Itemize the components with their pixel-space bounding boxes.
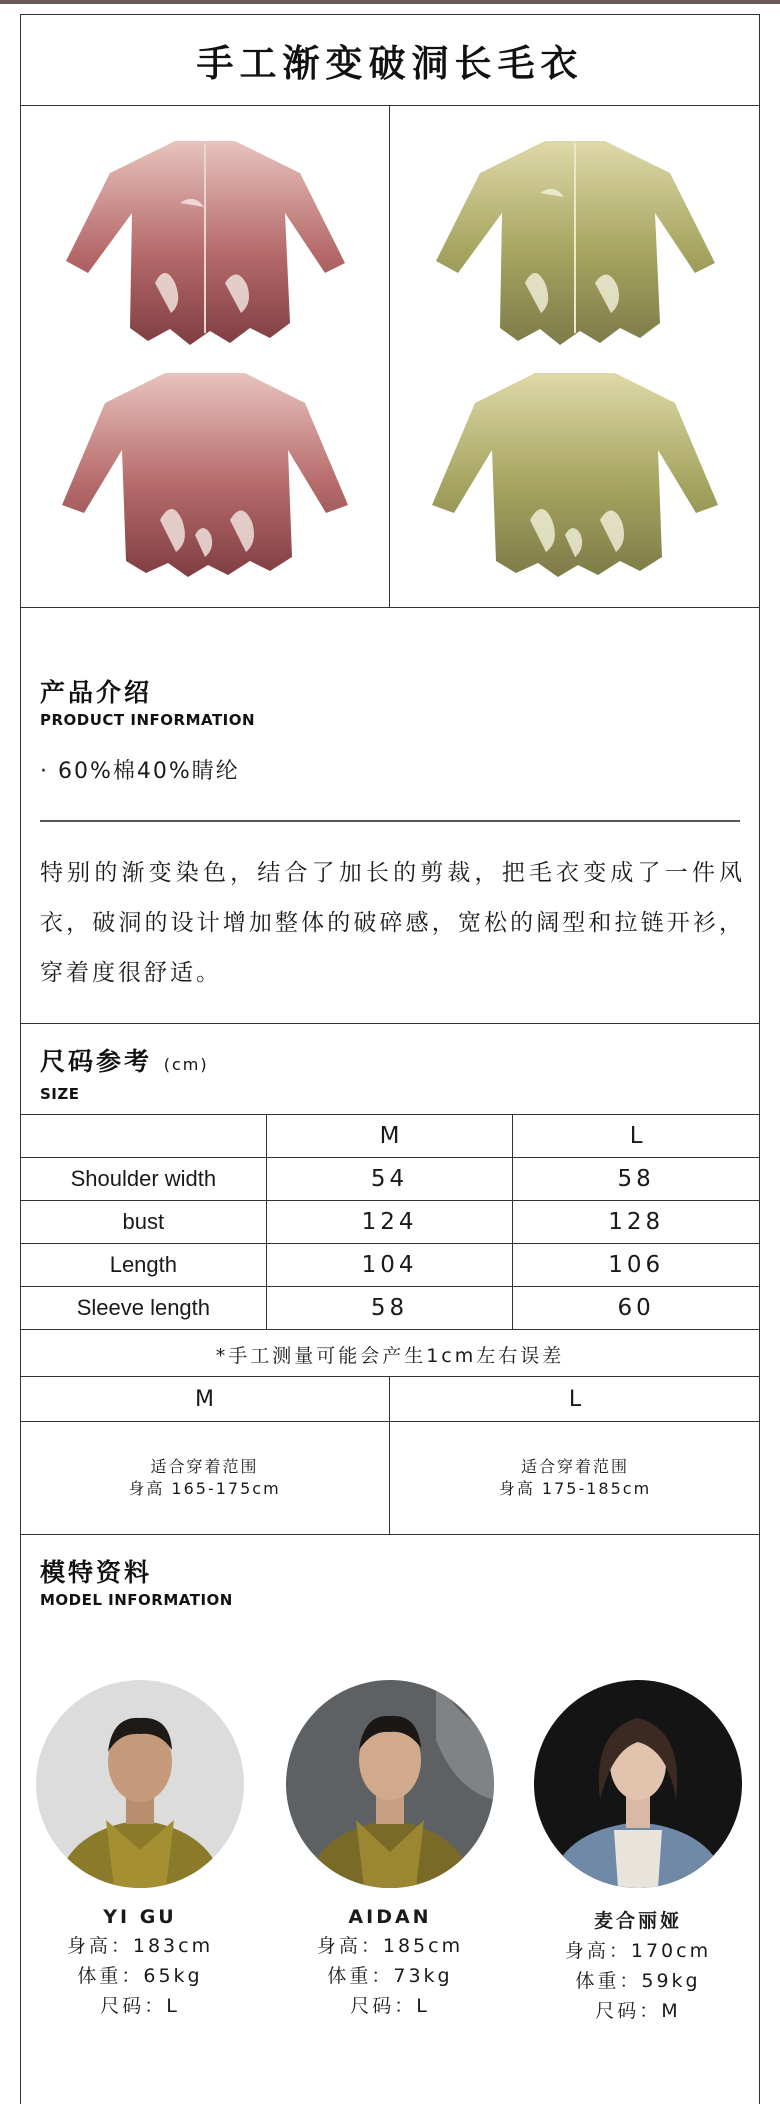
- row-label: Sleeve length: [21, 1287, 267, 1330]
- model-name: 麦合丽娅: [593, 1910, 682, 1932]
- olive-sweater-front[interactable]: [430, 133, 720, 348]
- model-weight: 体重：65kg: [77, 1965, 203, 1987]
- model-height: 身高：183cm: [66, 1935, 214, 1957]
- size-section-header: [20, 1024, 760, 1114]
- product-photos: [20, 106, 760, 608]
- table-row: [21, 1201, 760, 1244]
- model-card: [513, 1680, 763, 2023]
- avatar[interactable]: [36, 1680, 244, 1888]
- cell-l: 58: [513, 1158, 760, 1201]
- size-heading-cn-text: 尺码参考: [40, 1047, 153, 1076]
- pink-sweater-front[interactable]: [60, 133, 350, 348]
- table-row: [21, 1287, 760, 1330]
- fit-column-m: [20, 1377, 390, 1534]
- pink-sweater-back[interactable]: [60, 365, 350, 580]
- fit-size-label: L: [390, 1377, 760, 1422]
- row-label: Shoulder width: [21, 1158, 267, 1201]
- model-size: 尺码：M: [595, 2000, 681, 2022]
- top-strip: [0, 0, 780, 4]
- fit-range-title: 适合穿着范围: [150, 1457, 259, 1476]
- model-weight: 体重：73kg: [327, 1965, 453, 1987]
- model-height: 身高：170cm: [564, 1940, 712, 1962]
- cell-l: 60: [513, 1287, 760, 1330]
- model-card: [265, 1680, 515, 2018]
- cell-m: 54: [266, 1158, 513, 1201]
- model-size: 尺码：L: [350, 1995, 430, 2017]
- product-info-heading-en: PRODUCT INFORMATION: [40, 711, 256, 729]
- product-description: 特别的渐变染色，结合了加长的剪裁，把毛衣变成了一件风衣，破洞的设计增加整体的破碎感，宽松的阔型和拉链开衫，穿着度很舒适。: [40, 860, 745, 986]
- measurement-note: *手工测量可能会产生1cm左右误差: [20, 1333, 760, 1377]
- model-heading-en: MODEL INFORMATION: [40, 1591, 233, 1609]
- table-header-m: M: [266, 1115, 513, 1158]
- fit-column-l: [390, 1377, 760, 1534]
- olive-sweater-back[interactable]: [430, 365, 720, 580]
- cell-l: 106: [513, 1244, 760, 1287]
- table-header-empty: [21, 1115, 267, 1158]
- table-header-row: [21, 1115, 760, 1158]
- avatar[interactable]: [286, 1680, 494, 1888]
- model-size: 尺码：L: [100, 1995, 180, 2017]
- fit-range: [390, 1422, 760, 1534]
- cell-l: 128: [513, 1201, 760, 1244]
- fit-range-height: 身高 175-185cm: [498, 1479, 652, 1498]
- avatar[interactable]: [534, 1680, 742, 1888]
- model-list: [20, 1680, 760, 2020]
- fit-guide: [20, 1377, 760, 1535]
- product-info-section: [20, 608, 760, 1024]
- row-label: Length: [21, 1244, 267, 1287]
- model-name: YI GU: [103, 1906, 177, 1928]
- cell-m: 124: [266, 1201, 513, 1244]
- page-title: 手工渐变破洞长毛衣: [196, 41, 584, 85]
- pink-colorway-column: [20, 106, 390, 607]
- row-label: bust: [21, 1201, 267, 1244]
- size-unit: (cm): [163, 1055, 209, 1074]
- model-heading-cn: 模特资料: [40, 1558, 153, 1587]
- model-card: [15, 1680, 265, 2018]
- fit-range-height: 身高 165-175cm: [128, 1479, 281, 1498]
- model-weight: 体重：59kg: [575, 1970, 701, 1992]
- cell-m: 104: [266, 1244, 513, 1287]
- title-box: [20, 14, 760, 106]
- size-heading-en: SIZE: [40, 1085, 80, 1103]
- size-table: [20, 1114, 760, 1330]
- material-composition: · 60%棉40%睛纶: [40, 759, 240, 784]
- table-header-l: L: [513, 1115, 760, 1158]
- table-row: [21, 1244, 760, 1287]
- olive-colorway-column: [390, 106, 760, 607]
- product-info-heading-cn: 产品介绍: [40, 678, 153, 707]
- cell-m: 58: [266, 1287, 513, 1330]
- size-heading-cn: [40, 1042, 209, 1078]
- fit-size-label: M: [20, 1377, 389, 1422]
- fit-range-title: 适合穿着范围: [520, 1457, 629, 1476]
- model-name: AIDAN: [348, 1906, 432, 1928]
- model-height: 身高：185cm: [316, 1935, 464, 1957]
- divider: [40, 820, 740, 822]
- fit-range: [20, 1422, 389, 1534]
- table-row: [21, 1158, 760, 1201]
